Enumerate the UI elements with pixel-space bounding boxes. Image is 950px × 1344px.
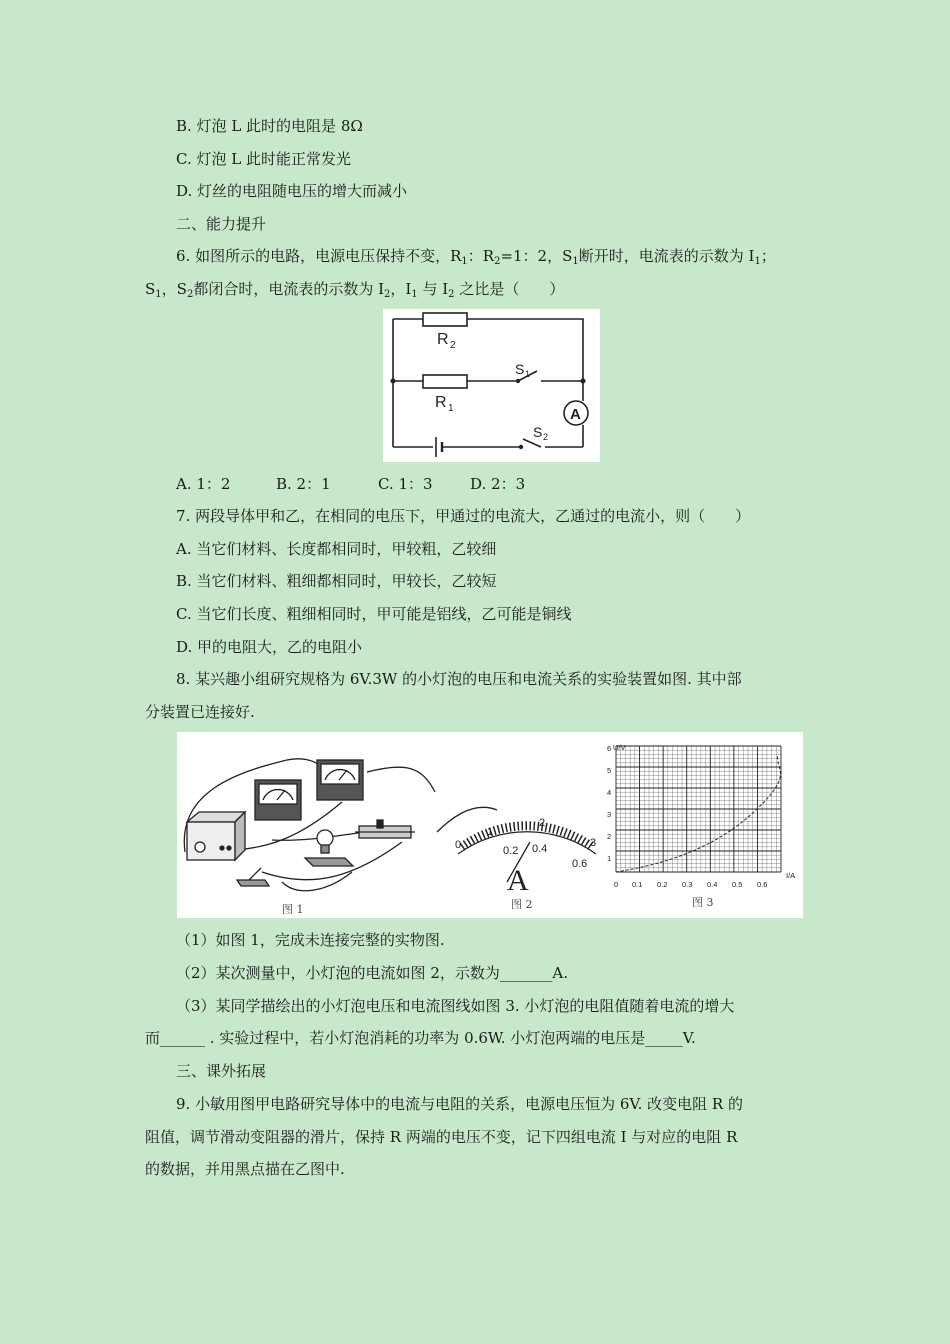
label-r1: R	[435, 394, 447, 411]
meter-tick-1: 1	[487, 826, 494, 838]
q7-option-d: D. 甲的电阻大，乙的电阻小	[176, 638, 363, 656]
graph-xtick-0-5: 0.5	[732, 880, 743, 889]
label-s2-sub: 2	[543, 432, 549, 442]
label-r2: R	[437, 331, 449, 348]
ui-graph-figure	[607, 743, 795, 889]
graph-xtick-0: 0	[614, 880, 619, 889]
ammeter-label: A	[570, 406, 581, 423]
q6-option-d: D. 2：3	[470, 475, 526, 493]
q7-stem: 7. 两段导体甲和乙，在相同的电压下，甲通过的电流大，乙通过的电流小，则（ ）	[176, 507, 751, 525]
q6-option-a: A. 1：2	[176, 475, 231, 493]
meter-tick-0-2: 0.2	[503, 845, 519, 857]
q7-option-c: C. 当它们长度、粗细相同时，甲可能是铝线，乙可能是铜线	[176, 605, 572, 623]
q6-circuit-diagram	[383, 309, 600, 462]
q5-option-d: D. 灯丝的电阻随电压的增大而减小	[176, 182, 408, 200]
q8-stem-line1: 8. 某兴趣小组研究规格为 6V.3W 的小灯泡的电压和电流关系的实验装置如图. 其中部	[176, 670, 742, 688]
graph-ytick-3: 3	[607, 810, 612, 819]
label-s2: S	[533, 424, 543, 440]
graph-xlabel: I/A	[786, 871, 796, 880]
graph-ytick-2: 2	[607, 832, 612, 841]
graph-xtick-0-3: 0.3	[682, 880, 693, 889]
graph-ytick-1: 1	[607, 854, 612, 863]
graph-ytick-5: 5	[607, 766, 612, 775]
q7-option-a: A. 当它们材料、长度都相同时，甲较粗，乙较细	[176, 540, 497, 558]
graph-xtick-0-6: 0.6	[757, 880, 768, 889]
graph-xtick-0-1: 0.1	[632, 880, 643, 889]
q9-stem-line3: 的数据，并用黑点描在乙图中.	[145, 1160, 345, 1178]
meter-tick-2: 2	[539, 817, 546, 829]
fig2-caption: 图 2	[511, 898, 533, 911]
q6-option-c: C. 1：3	[378, 475, 433, 493]
graph-xtick-0-4: 0.4	[707, 880, 718, 889]
q8-stem-line2: 分装置已连接好.	[145, 703, 255, 721]
q8-part2: （2）某次测量中，小灯泡的电流如图 2，示数为_______A.	[176, 964, 568, 982]
section-heading-ability: 二、能力提升	[176, 215, 267, 233]
q8-part3-line1: （3）某同学描绘出的小灯泡电压和电流图线如图 3. 小灯泡的电阻值随着电流的增大	[176, 997, 735, 1015]
q5-option-c: C. 灯泡 L 此时能正常发光	[176, 150, 351, 168]
fig3-caption: 图 3	[692, 896, 714, 909]
label-s1-sub: 1	[525, 369, 531, 379]
meter-tick-0-6: 0.6	[572, 858, 588, 870]
q9-stem-line2: 阻值，调节滑动变阻器的滑片，保持 R 两端的电压不变，记下四组电流 I 与对应的电阻 R	[145, 1128, 738, 1146]
apparatus-figure	[184, 759, 497, 891]
meter-tick-3: 3	[590, 837, 597, 849]
q8-figure-strip	[177, 732, 803, 918]
q9-stem-line1: 9. 小敏用图甲电路研究导体中的电流与电阻的关系，电源电压恒为 6V. 改变电阻 R 的	[176, 1095, 743, 1113]
label-r1-sub: 1	[448, 403, 454, 414]
meter-tick-0: 0	[455, 839, 462, 851]
q7-option-b: B. 当它们材料、粗细都相同时，甲较长，乙较短	[176, 572, 497, 590]
q8-part1: （1）如图 1，完成未连接完整的实物图.	[176, 931, 445, 949]
meter-tick-0-4: 0.4	[532, 843, 548, 855]
q8-part3-line2: 而______ . 实验过程中，若小灯泡消耗的功率为 0.6W. 小灯泡两端的电压是_____V.	[145, 1029, 696, 1047]
q5-option-b: B. 灯泡 L 此时的电阻是 8Ω	[176, 117, 363, 135]
q6-option-b: B. 2：1	[276, 475, 331, 493]
q6-stem-line2: $S_1$，$S_2$都闭合时，电流表的示数为 $I_2$，$I_1$ 与 $I_2$ 之比是（ ）	[145, 280, 565, 300]
graph-ylabel: U/V	[613, 743, 626, 752]
ammeter-scale-figure	[455, 817, 596, 897]
label-s1: S	[515, 361, 525, 377]
graph-ytick-6: 6	[607, 744, 612, 753]
fig1-caption: 图 1	[282, 903, 304, 916]
section-heading-extension: 三、课外拓展	[176, 1062, 267, 1080]
q6-stem-line1: 6. 如图所示的电路，电源电压保持不变，$R_1$：$R_2=1$：2，$S_1$断开时，电流表的示数为 $I_1$；	[176, 247, 776, 267]
graph-xtick-0-2: 0.2	[657, 880, 668, 889]
label-r2-sub: 2	[450, 340, 456, 351]
meter-unit-a: A	[507, 864, 529, 897]
q6-options	[176, 474, 841, 494]
graph-ytick-4: 4	[607, 788, 612, 797]
